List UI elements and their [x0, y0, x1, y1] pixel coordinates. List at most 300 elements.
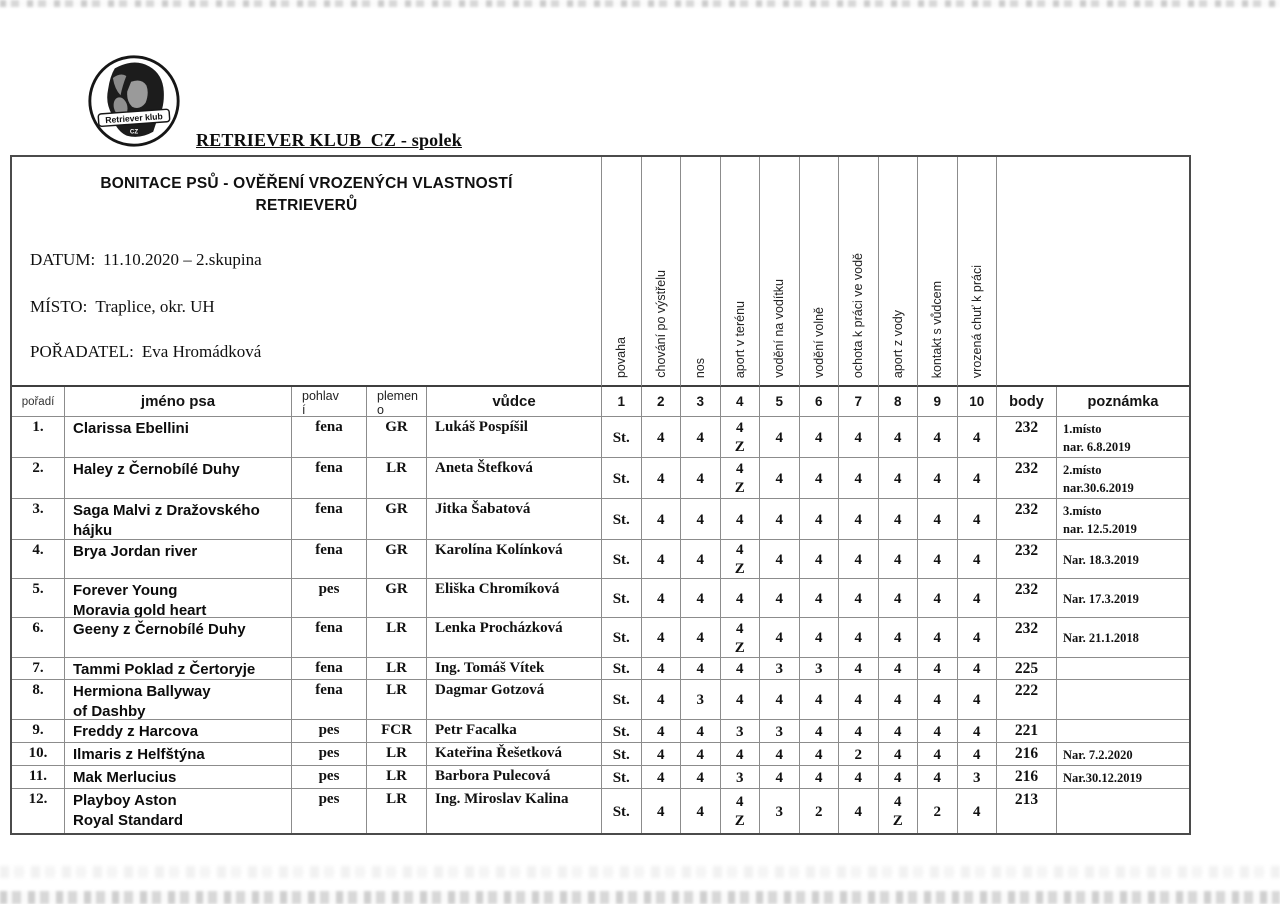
- cell-text: 4: [696, 511, 704, 528]
- criteria-label: kontakt s vůdcem: [930, 280, 945, 378]
- cell-text: 4: [815, 429, 823, 446]
- cell-text: Playboy Aston: [73, 792, 177, 809]
- cell-text: 4: [854, 769, 862, 786]
- cell-text: 5.: [32, 581, 44, 597]
- cell-text: St.: [612, 429, 630, 446]
- cell-poznamka: [1057, 579, 1189, 618]
- logo-cz-text: CZ: [129, 128, 139, 136]
- cell-text: 4: [696, 551, 704, 568]
- cell-score-5: [760, 658, 800, 680]
- cell-text: 3: [973, 769, 981, 786]
- cell-body: [997, 417, 1057, 458]
- cell-vudce: [427, 743, 602, 766]
- cell-vudce: [427, 499, 602, 540]
- cell-text: 4: [854, 723, 862, 740]
- cell-text: LR: [386, 791, 407, 807]
- cell-plemeno: [367, 658, 427, 680]
- cell-text: St.: [612, 470, 630, 487]
- cell-score-1: [602, 499, 642, 540]
- cell-score-5: [760, 618, 800, 658]
- cell-plemeno: [367, 618, 427, 658]
- cell-score-9: [918, 743, 958, 766]
- field-datum-value: 11.10.2020 – 2.skupina: [103, 249, 262, 269]
- cell-text: 4: [657, 803, 665, 820]
- col-header-vudce: vůdce: [427, 387, 602, 417]
- cell-text: Haley z Černobílé Duhy: [73, 461, 240, 478]
- cell-text: 4: [933, 661, 941, 678]
- cell-score-8: [879, 766, 919, 789]
- col-header-2: 2: [642, 387, 682, 417]
- col-header-3: 3: [681, 387, 721, 417]
- cell-text: 4: [736, 542, 744, 559]
- top-right-empty-cell: [997, 157, 1189, 387]
- col-header-1: 1: [602, 387, 642, 417]
- cell-score-7: [839, 540, 879, 579]
- cell-text: 12.: [28, 791, 48, 807]
- cell-text: 4: [894, 769, 902, 786]
- cell-text: St.: [612, 551, 630, 568]
- cell-plemeno: [367, 540, 427, 579]
- cell-body: [997, 618, 1057, 658]
- cell-score-1: [602, 618, 642, 658]
- cell-score-5: [760, 680, 800, 720]
- cell-score-2: [642, 417, 682, 458]
- cell-text: 232: [1014, 501, 1039, 518]
- cell-score-1: [602, 658, 642, 680]
- cell-poradi: [12, 458, 65, 499]
- criteria-label: vrozená chuť k práci: [969, 264, 984, 378]
- cell-score-7: [839, 618, 879, 658]
- cell-text: 4: [696, 661, 704, 678]
- cell-score-3: [681, 789, 721, 833]
- cell-score-5: [760, 458, 800, 499]
- cell-text: Z: [734, 480, 745, 496]
- cell-score-4: [721, 743, 761, 766]
- cell-text: 4: [854, 511, 862, 528]
- cell-text: 3: [775, 803, 783, 820]
- cell-text: 4: [894, 723, 902, 740]
- cell-text: St.: [612, 769, 630, 786]
- cell-body: [997, 743, 1057, 766]
- cell-score-8: [879, 658, 919, 680]
- cell-text: 4: [736, 620, 744, 637]
- cell-text: 232: [1014, 542, 1039, 559]
- cell-text: 225: [1014, 660, 1039, 677]
- cell-score-3: [681, 618, 721, 658]
- cell-poznamka: [1057, 680, 1189, 720]
- cell-text: Z: [734, 813, 745, 829]
- cell-score-10: [958, 766, 998, 789]
- document-title: [12, 173, 601, 218]
- cell-text: 4: [696, 803, 704, 820]
- cell-jmeno-psa: [65, 499, 292, 540]
- cell-text: 232: [1014, 620, 1039, 637]
- cell-score-1: [602, 680, 642, 720]
- cell-text: 4: [973, 470, 981, 487]
- cell-text: 4: [657, 746, 665, 763]
- cell-text: 4: [736, 746, 744, 763]
- cell-text: 4: [933, 429, 941, 446]
- cell-text: Hermiona Ballyway: [73, 683, 211, 700]
- cell-text: Mak Merlucius: [73, 769, 177, 786]
- cell-pohlavi: [292, 540, 367, 579]
- cell-plemeno: [367, 743, 427, 766]
- cell-poradi: [12, 579, 65, 618]
- cell-jmeno-psa: [65, 417, 292, 458]
- cell-text: 4: [815, 590, 823, 607]
- criteria-label: vodění na vodítku: [772, 279, 787, 378]
- cell-poznamka: [1057, 540, 1189, 579]
- cell-text: fena: [315, 542, 343, 558]
- cell-text: 232: [1014, 419, 1039, 436]
- cell-score-2: [642, 658, 682, 680]
- cell-vudce: [427, 458, 602, 499]
- cell-text: 4: [815, 630, 823, 647]
- cell-text: 11.: [29, 768, 47, 784]
- cell-text: 4: [933, 511, 941, 528]
- cell-score-4: [721, 540, 761, 579]
- criteria-label: ochota k práci ve vodě: [851, 252, 866, 378]
- col-header-10: 10: [958, 387, 998, 417]
- cell-text: 4: [854, 630, 862, 647]
- cell-text: Lenka Procházková: [435, 620, 563, 636]
- cell-text: 4: [696, 723, 704, 740]
- cell-score-6: [800, 458, 840, 499]
- criteria-header-kontakt-s-vudcem: [918, 157, 958, 387]
- cell-text: St.: [612, 803, 630, 820]
- cell-text: 4: [815, 470, 823, 487]
- cell-text: 4: [775, 511, 783, 528]
- cell-text: 216: [1014, 745, 1039, 762]
- cell-pohlavi: [292, 789, 367, 833]
- scan-bleed-top: [0, 0, 1280, 7]
- cell-score-1: [602, 720, 642, 743]
- cell-score-3: [681, 766, 721, 789]
- cell-score-10: [958, 720, 998, 743]
- cell-score-3: [681, 743, 721, 766]
- cell-body: [997, 458, 1057, 499]
- cell-pohlavi: [292, 720, 367, 743]
- cell-poznamka: [1057, 499, 1189, 540]
- cell-score-2: [642, 458, 682, 499]
- cell-text: 4: [657, 551, 665, 568]
- cell-vudce: [427, 658, 602, 680]
- cell-vudce: [427, 789, 602, 833]
- cell-poradi: [12, 499, 65, 540]
- cell-text: 4: [973, 551, 981, 568]
- cell-text: nar. 12.5.2019: [1063, 522, 1137, 536]
- cell-text: 4: [973, 723, 981, 740]
- cell-text: nar.30.6.2019: [1063, 481, 1134, 495]
- cell-text: 10.: [28, 745, 48, 761]
- cell-text: 4: [854, 551, 862, 568]
- cell-score-2: [642, 789, 682, 833]
- cell-poznamka: [1057, 766, 1189, 789]
- cell-text: 4: [854, 429, 862, 446]
- cell-text: LR: [386, 768, 407, 784]
- col-header-7: 7: [839, 387, 879, 417]
- cell-poznamka: [1057, 720, 1189, 743]
- cell-score-3: [681, 458, 721, 499]
- cell-score-6: [800, 618, 840, 658]
- cell-text: 4: [894, 794, 902, 811]
- cell-score-2: [642, 766, 682, 789]
- cell-text: pes: [318, 768, 340, 784]
- col-header-5: 5: [760, 387, 800, 417]
- cell-text: 4: [973, 803, 981, 820]
- cell-text: 4: [775, 551, 783, 568]
- cell-score-5: [760, 743, 800, 766]
- cell-score-9: [918, 720, 958, 743]
- col-header-4: 4: [721, 387, 761, 417]
- cell-text: 4: [815, 551, 823, 568]
- cell-text: 1.místo: [1063, 421, 1102, 436]
- cell-text: 4: [736, 590, 744, 607]
- cell-text: fena: [315, 419, 343, 435]
- cell-text: 4: [815, 511, 823, 528]
- cell-score-7: [839, 458, 879, 499]
- cell-score-1: [602, 743, 642, 766]
- cell-score-1: [602, 789, 642, 833]
- cell-score-5: [760, 579, 800, 618]
- cell-text: fena: [315, 660, 343, 676]
- field-datum: [12, 250, 601, 270]
- criteria-label: vodění volně: [811, 307, 826, 378]
- cell-score-7: [839, 680, 879, 720]
- cell-text: 3: [736, 769, 744, 786]
- cell-text: 4: [973, 590, 981, 607]
- cell-score-6: [800, 789, 840, 833]
- cell-score-10: [958, 789, 998, 833]
- cell-score-8: [879, 789, 919, 833]
- cell-text: Nar. 21.1.2018: [1063, 631, 1139, 646]
- cell-text: 4: [894, 590, 902, 607]
- cell-poradi: [12, 618, 65, 658]
- cell-text: Nar.30.12.2019: [1063, 770, 1143, 785]
- cell-text: 4: [775, 769, 783, 786]
- cell-text: Z: [734, 561, 745, 577]
- cell-score-9: [918, 766, 958, 789]
- cell-score-7: [839, 720, 879, 743]
- cell-text: 4: [775, 630, 783, 647]
- cell-text: Moravia gold heart: [73, 601, 207, 618]
- cell-text: 4: [657, 723, 665, 740]
- field-misto-value: Traplice, okr. UH: [95, 296, 215, 316]
- cell-text: 3: [815, 661, 823, 678]
- cell-text: 6.: [32, 620, 44, 636]
- cell-text: LR: [386, 745, 407, 761]
- cell-text: 1.: [32, 419, 44, 435]
- cell-text: Freddy z Harcova: [73, 723, 199, 740]
- cell-text: 4: [894, 429, 902, 446]
- cell-text: 4: [657, 661, 665, 678]
- cell-text: Nar. 7.2.2020: [1063, 747, 1133, 762]
- cell-pohlavi: [292, 417, 367, 458]
- cell-text: St.: [612, 630, 630, 647]
- cell-text: 4: [775, 590, 783, 607]
- cell-score-2: [642, 579, 682, 618]
- cell-score-10: [958, 499, 998, 540]
- event-info-cell: [12, 157, 602, 387]
- criteria-header-povaha: [602, 157, 642, 387]
- cell-score-2: [642, 680, 682, 720]
- cell-text: 4: [696, 746, 704, 763]
- cell-score-10: [958, 540, 998, 579]
- cell-text: GR: [385, 542, 408, 558]
- cell-score-4: [721, 579, 761, 618]
- cell-score-3: [681, 540, 721, 579]
- cell-jmeno-psa: [65, 618, 292, 658]
- cell-text: Nar. 18.3.2019: [1063, 552, 1139, 567]
- cell-text: 4: [657, 692, 665, 709]
- cell-score-2: [642, 743, 682, 766]
- cell-text: 4: [815, 723, 823, 740]
- cell-plemeno: [367, 458, 427, 499]
- club-title: RETRIEVER KLUB CZ - spolek: [196, 130, 462, 150]
- cell-text: pes: [318, 581, 340, 597]
- cell-text: 2: [854, 746, 862, 763]
- cell-text: 4: [854, 803, 862, 820]
- cell-poznamka: [1057, 743, 1189, 766]
- cell-text: pes: [318, 791, 340, 807]
- cell-text: St.: [612, 590, 630, 607]
- cell-plemeno: [367, 720, 427, 743]
- cell-text: 4: [973, 429, 981, 446]
- cell-text: Ilmaris z Helfštýna: [73, 746, 205, 763]
- cell-vudce: [427, 417, 602, 458]
- cell-score-10: [958, 680, 998, 720]
- cell-text: Royal Standard: [73, 811, 184, 829]
- cell-score-6: [800, 499, 840, 540]
- cell-body: [997, 540, 1057, 579]
- cell-text: 3: [696, 692, 704, 709]
- col-header-pohlavi: pohlav í: [292, 387, 367, 417]
- cell-text: pes: [318, 722, 340, 738]
- cell-text: 4: [696, 429, 704, 446]
- cell-poznamka: [1057, 618, 1189, 658]
- cell-score-2: [642, 540, 682, 579]
- cell-poradi: [12, 766, 65, 789]
- cell-score-10: [958, 658, 998, 680]
- cell-text: 4: [854, 692, 862, 709]
- cell-score-8: [879, 499, 919, 540]
- cell-jmeno-psa: [65, 658, 292, 680]
- field-poradatel-value: Eva Hromádková: [141, 341, 262, 361]
- cell-score-10: [958, 458, 998, 499]
- cell-text: 2: [815, 803, 823, 820]
- field-misto-label: MÍSTO:: [30, 296, 88, 316]
- cell-text: 4: [894, 511, 902, 528]
- cell-text: 4: [854, 590, 862, 607]
- cell-text: Lukáš Pospíšil: [435, 419, 528, 435]
- cell-score-1: [602, 579, 642, 618]
- cell-text: Kateřina Řešetková: [435, 745, 563, 761]
- cell-text: 4: [657, 470, 665, 487]
- bonitace-table: [10, 155, 1191, 835]
- cell-text: of Dashby: [73, 702, 146, 720]
- cell-text: 4: [736, 420, 744, 437]
- cell-score-8: [879, 417, 919, 458]
- cell-text: 3: [775, 661, 783, 678]
- cell-score-8: [879, 680, 919, 720]
- criteria-header-aport-z-vody: [879, 157, 919, 387]
- col-header-poznamka: poznámka: [1057, 387, 1189, 417]
- cell-text: Forever Young: [73, 582, 178, 599]
- cell-score-8: [879, 743, 919, 766]
- cell-text: 4: [815, 746, 823, 763]
- cell-score-4: [721, 658, 761, 680]
- col-header-body: body: [997, 387, 1057, 417]
- criteria-header-vrozena-chut-k-praci: [958, 157, 998, 387]
- cell-score-9: [918, 499, 958, 540]
- cell-poznamka: [1057, 789, 1189, 833]
- cell-score-8: [879, 720, 919, 743]
- cell-body: [997, 499, 1057, 540]
- cell-score-5: [760, 789, 800, 833]
- cell-text: 4: [973, 661, 981, 678]
- cell-text: 2.místo: [1063, 462, 1102, 477]
- cell-text: Brya Jordan river: [73, 543, 198, 560]
- cell-vudce: [427, 579, 602, 618]
- document-title-line1: BONITACE PSŮ - OVĚŘENÍ VROZENÝCH VLASTNOSTÍ: [100, 175, 513, 192]
- cell-text: 4: [775, 692, 783, 709]
- cell-score-10: [958, 579, 998, 618]
- cell-text: GR: [385, 501, 408, 517]
- cell-score-6: [800, 766, 840, 789]
- col-header-jmeno-psa: jméno psa: [65, 387, 292, 417]
- cell-vudce: [427, 720, 602, 743]
- cell-text: 7.: [32, 660, 44, 676]
- cell-score-4: [721, 458, 761, 499]
- col-header-plemeno: plemen o: [367, 387, 427, 417]
- cell-text: 4: [973, 630, 981, 647]
- cell-pohlavi: [292, 579, 367, 618]
- cell-score-4: [721, 789, 761, 833]
- col-header-8: 8: [879, 387, 919, 417]
- cell-score-3: [681, 579, 721, 618]
- cell-text: Tammi Poklad z Čertoryje: [73, 661, 256, 678]
- cell-score-5: [760, 540, 800, 579]
- col-header-9: 9: [918, 387, 958, 417]
- criteria-label: aport z vody: [890, 309, 905, 378]
- cell-text: 4: [933, 692, 941, 709]
- cell-score-6: [800, 743, 840, 766]
- cell-poradi: [12, 789, 65, 833]
- cell-poznamka: [1057, 417, 1189, 458]
- field-poradatel-label: POŘADATEL:: [30, 341, 134, 361]
- cell-text: 4: [933, 470, 941, 487]
- cell-score-4: [721, 417, 761, 458]
- cell-vudce: [427, 766, 602, 789]
- cell-text: nar. 6.8.2019: [1063, 440, 1131, 454]
- cell-score-1: [602, 417, 642, 458]
- cell-text: fena: [315, 501, 343, 517]
- cell-text: fena: [315, 460, 343, 476]
- cell-text: Barbora Pulecová: [435, 768, 551, 784]
- cell-text: 213: [1014, 791, 1039, 808]
- cell-text: Z: [734, 439, 745, 455]
- logo-banner-text: Retriever klub: [104, 111, 164, 126]
- cell-text: 4: [815, 769, 823, 786]
- cell-text: 4: [933, 769, 941, 786]
- cell-text: 4: [854, 470, 862, 487]
- cell-text: 4: [696, 769, 704, 786]
- cell-score-9: [918, 540, 958, 579]
- cell-text: 4: [657, 511, 665, 528]
- cell-text: Eliška Chromíková: [435, 581, 560, 597]
- cell-poradi: [12, 680, 65, 720]
- cell-text: Z: [892, 813, 903, 829]
